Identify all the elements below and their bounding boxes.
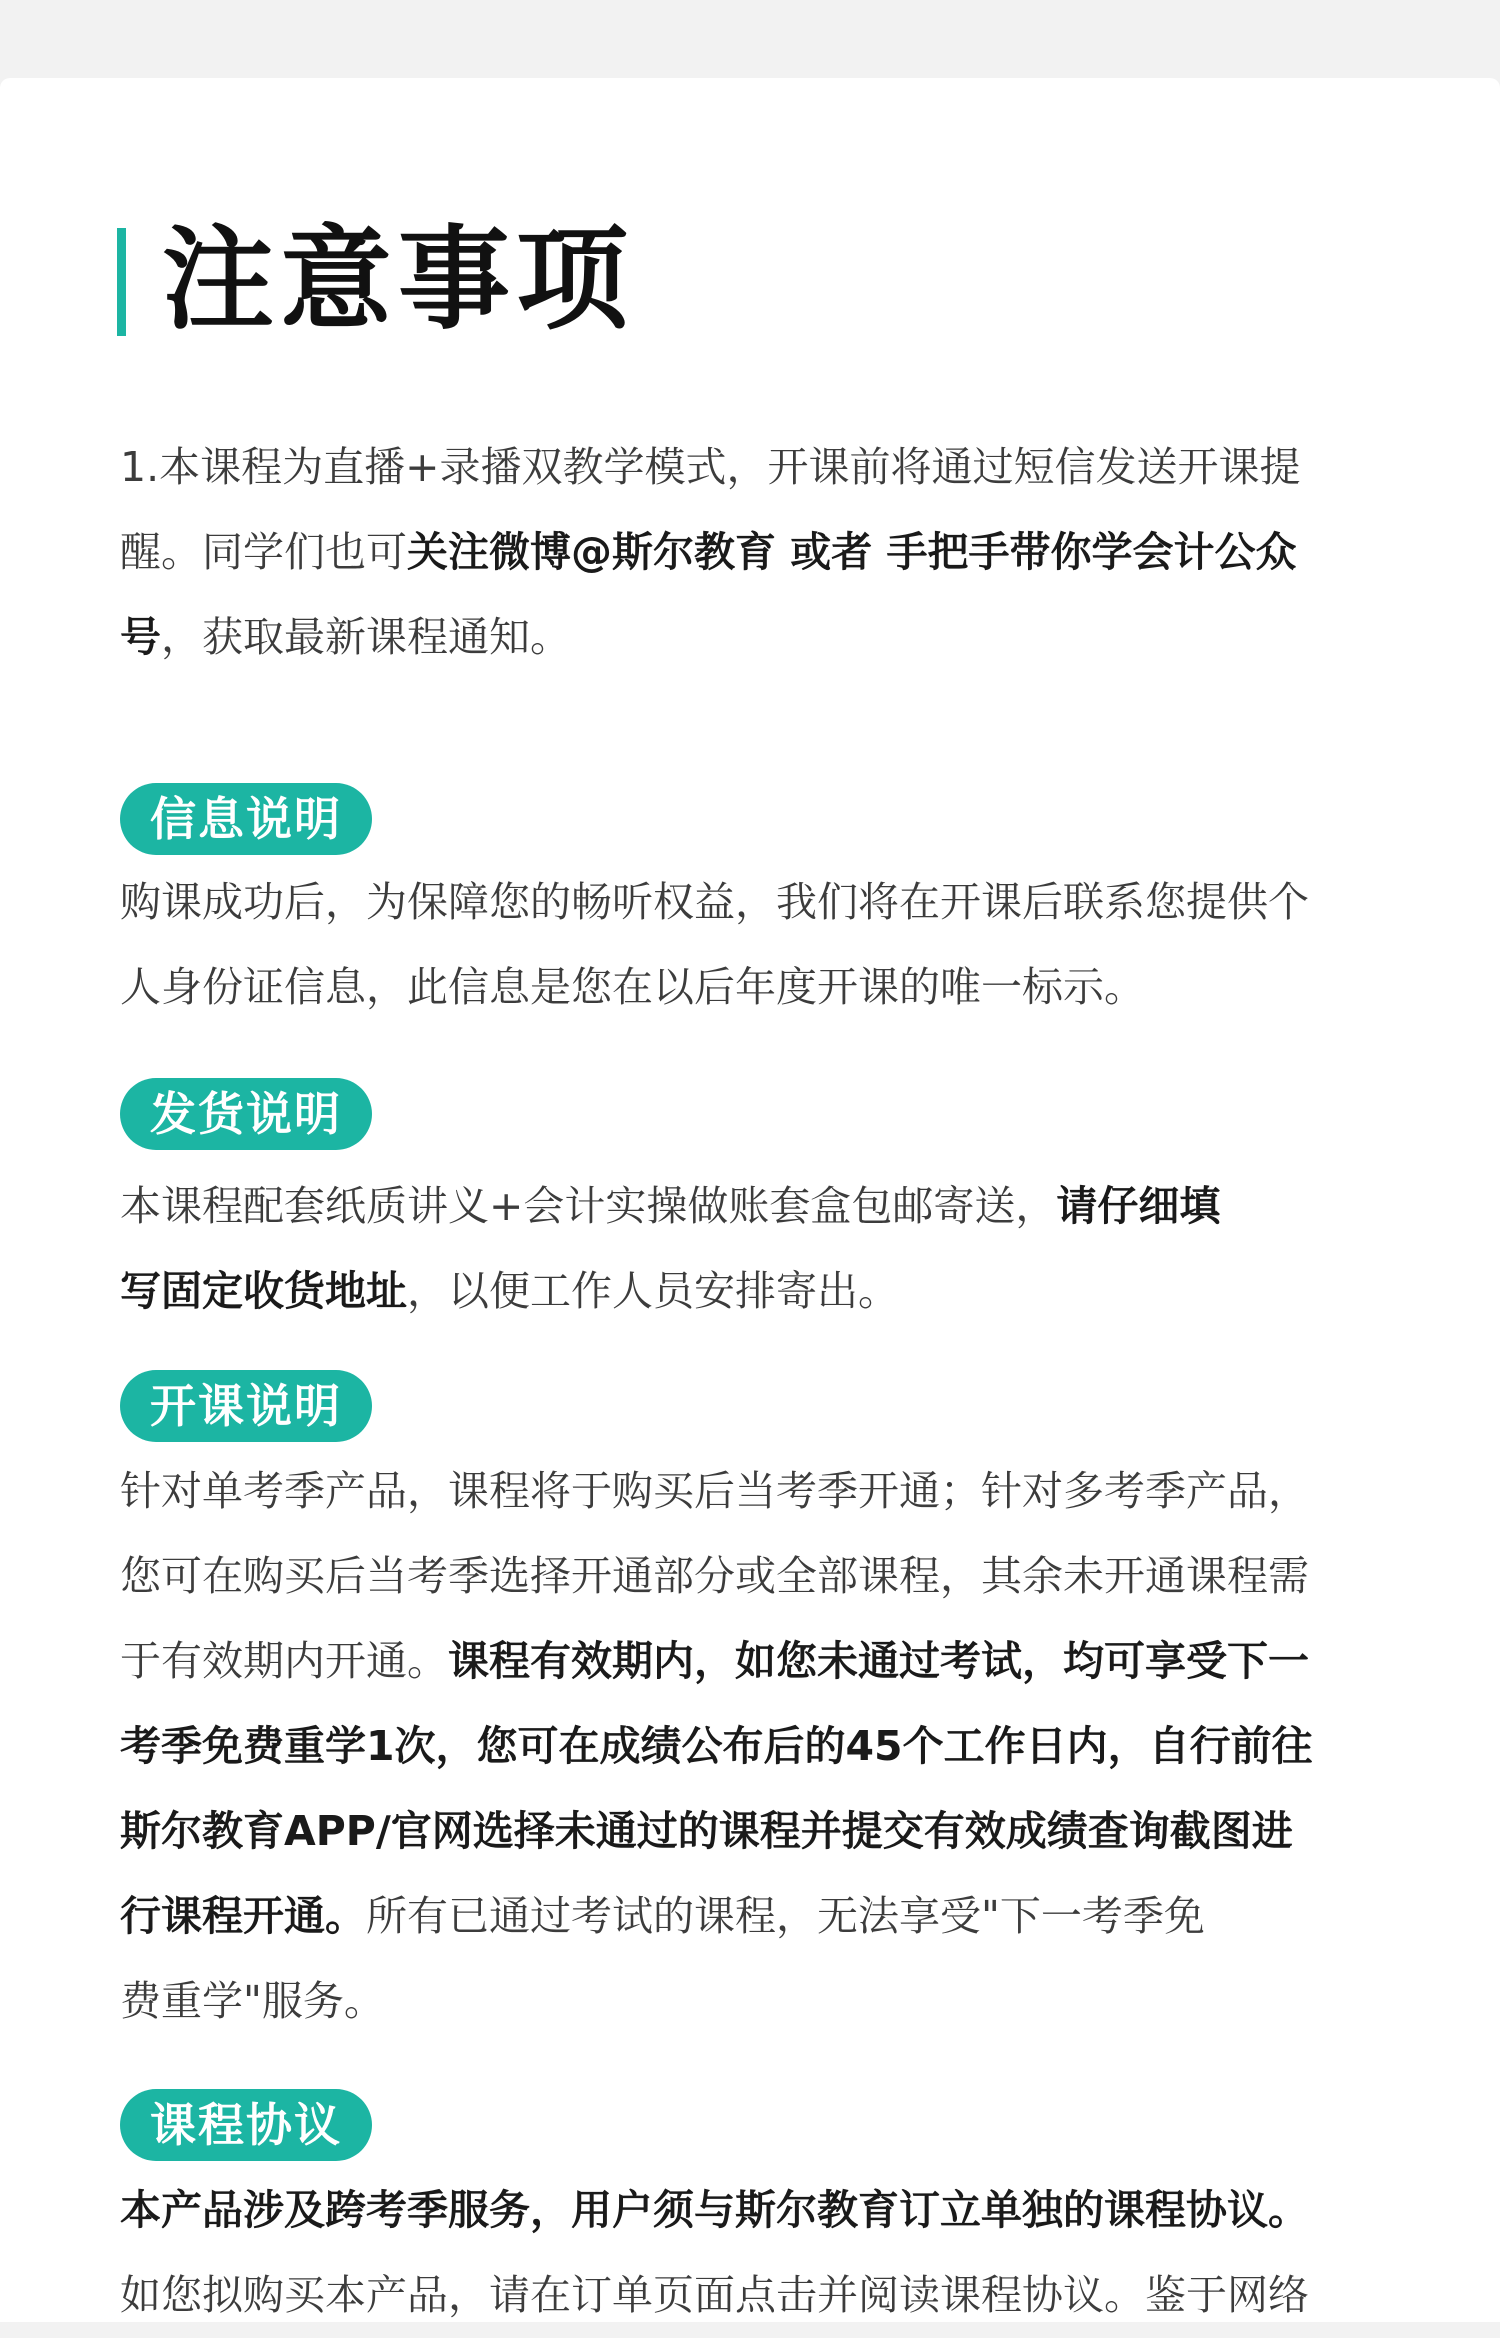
- agreement-highlight: 本产品涉及跨考季服务，用户须与斯尔教育订立单独的课程协议。: [120, 2186, 1309, 2234]
- note-line-3: [120, 595, 1390, 680]
- note-account-highlight: 号: [120, 613, 161, 661]
- shipping-line-2-text: ，以便工作人员安排寄出。: [407, 1267, 899, 1315]
- note-line-2: [120, 510, 1390, 595]
- note-line-1: 1.本课程为直播+录播双教学模式，开课前将通过短信发送开课提: [120, 443, 1301, 491]
- opening-validity-highlight: 课程有效期内，如您未通过考试，均可享受下一: [448, 1637, 1309, 1685]
- info-paragraph: [120, 860, 1390, 1030]
- opening-paragraph: [120, 1449, 1390, 2044]
- note-line-2-text: 醒。同学们也可: [120, 528, 407, 576]
- opening-line-3-text: 于有效期内开通。: [120, 1637, 448, 1685]
- shipping-line-1: [120, 1164, 1390, 1249]
- opening-line-6-text: 所有已通过考试的课程，无法享受"下一考季免: [366, 1892, 1205, 1940]
- shipping-paragraph: [120, 1164, 1390, 1334]
- agreement-line-1: [120, 2168, 1390, 2253]
- title-accent-bar: [117, 228, 126, 336]
- note-paragraph: [120, 425, 1390, 680]
- shipping-line-2: [120, 1249, 1390, 1334]
- opening-line-6: [120, 1874, 1390, 1959]
- opening-line-4: [120, 1704, 1390, 1789]
- section-label-opening: 开课说明: [120, 1370, 372, 1442]
- note-line-3-text: ，获取最新课程通知。: [161, 613, 571, 661]
- section-label-shipping: 发货说明: [120, 1078, 372, 1150]
- agreement-line-2: 如您拟购买本产品，请在订单页面点击并阅读课程协议。鉴于网络: [120, 2271, 1309, 2319]
- info-line-1: 购课成功后，为保障您的畅听权益，我们将在开课后联系您提供个: [120, 878, 1309, 926]
- opening-line-7: 费重学"服务。: [120, 1977, 385, 2025]
- opening-line-2: 您可在购买后当考季选择开通部分或全部课程，其余未开通课程需: [120, 1552, 1309, 1600]
- opening-relearn-highlight: 考季免费重学1次，您可在成绩公布后的45个工作日内，自行前往: [120, 1722, 1313, 1770]
- section-label-agreement: 课程协议: [120, 2089, 372, 2161]
- opening-line-1: 针对单考季产品，课程将于购买后当考季开通；针对多考季产品，: [120, 1467, 1309, 1515]
- shipping-address-highlight-2: 写固定收货地址: [120, 1267, 407, 1315]
- shipping-address-highlight-1: 请仔细填: [1056, 1182, 1221, 1230]
- note-follow-highlight: 关注微博@斯尔教育 或者 手把手带你学会计公众: [407, 528, 1297, 576]
- info-line-2: 人身份证信息，此信息是您在以后年度开课的唯一标示。: [120, 963, 1145, 1011]
- section-label-info: 信息说明: [120, 783, 372, 855]
- shipping-line-1-text: 本课程配套纸质讲义+会计实操做账套盒包邮寄送，: [120, 1182, 1057, 1230]
- opening-activate-highlight: 行课程开通。: [120, 1892, 366, 1940]
- agreement-paragraph: [120, 2168, 1390, 2338]
- page-title: 注意事项: [162, 215, 634, 345]
- opening-line-3: [120, 1619, 1390, 1704]
- opening-line-5: [120, 1789, 1390, 1874]
- opening-app-highlight: 斯尔教育APP/官网选择未通过的课程并提交有效成绩查询截图进: [120, 1807, 1293, 1855]
